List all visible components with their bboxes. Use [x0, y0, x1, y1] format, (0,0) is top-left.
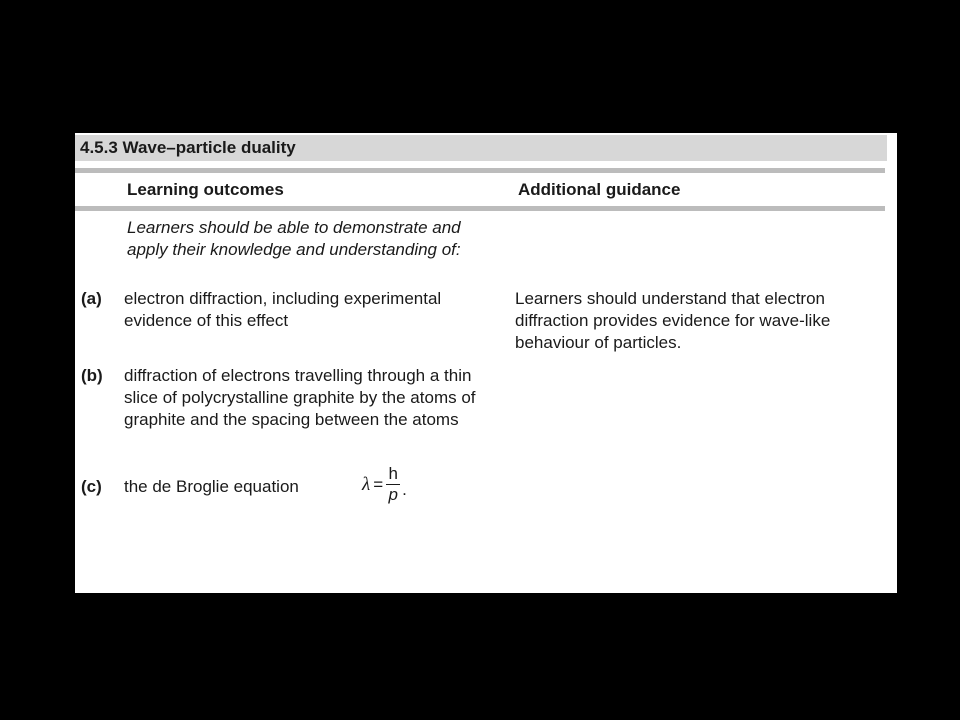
item-text: electron diffraction, including experimental evidence of this effect [124, 289, 442, 330]
de-broglie-equation [362, 464, 407, 505]
equation-period: . [402, 479, 407, 499]
item-label: (c) [81, 477, 102, 496]
equation-lambda: λ [362, 473, 371, 495]
document-page [75, 133, 897, 593]
item-text-content: the de Broglie equation [124, 477, 299, 496]
item-text [124, 464, 484, 504]
item-label: (b) [81, 366, 103, 385]
equation-equals: = [373, 474, 384, 494]
column-header-additional-guidance: Additional guidance [518, 180, 681, 199]
intro-text: Learners should be able to demonstrate and apply their knowledge and understanding of: [127, 218, 461, 259]
column-header-learning-outcomes: Learning outcomes [127, 180, 284, 199]
item-text: diffraction of electrons travelling through a thin slice of polycrystalline graphite by the atoms of graphite and the spacing between the atoms [124, 366, 476, 429]
header-rule-top [75, 168, 885, 173]
item-guidance: Learners should understand that electron diffraction provides evidence for wave-like behaviour of particles. [515, 289, 831, 352]
equation-denominator: p [388, 485, 398, 504]
equation-numerator: h [388, 464, 398, 483]
header-rule-bottom [75, 206, 885, 211]
section-title: 4.5.3 Wave–particle duality [75, 135, 887, 161]
equation-fraction [386, 464, 400, 505]
item-label: (a) [81, 289, 102, 308]
